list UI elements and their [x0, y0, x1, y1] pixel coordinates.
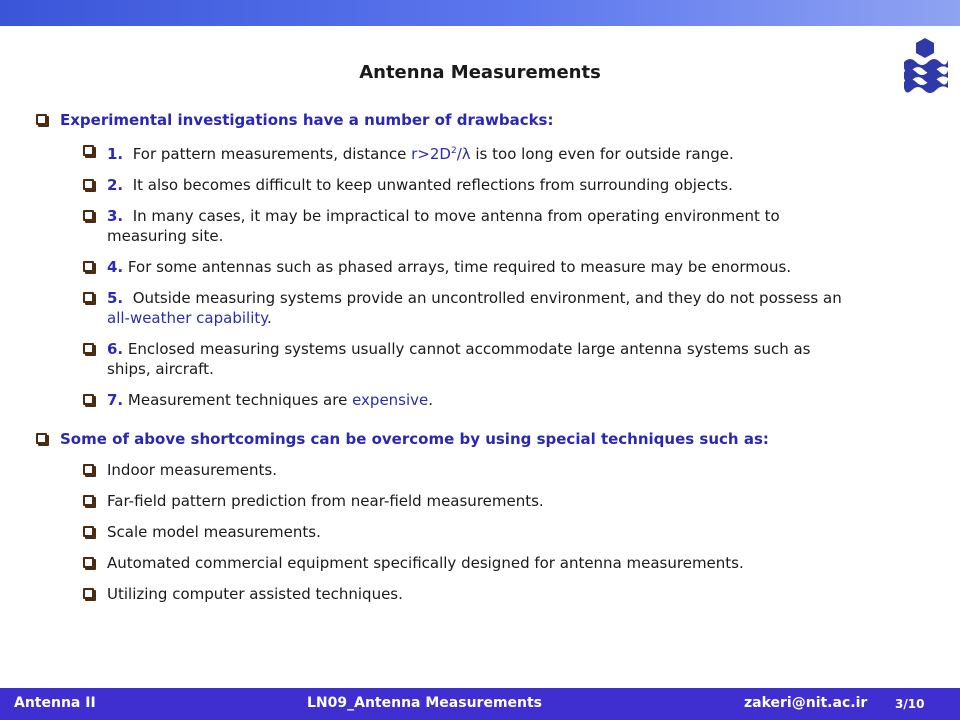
drawback-item-1: 1. For pattern measurements, distance $r>2D^2/\lambda$ is too long even for outside range.	[83, 141, 853, 164]
technique-item-5: Utilizing computer assisted techniques.	[83, 584, 853, 604]
square-bullet-icon	[83, 526, 94, 537]
square-bullet-icon	[36, 433, 47, 444]
square-bullet-icon	[83, 394, 94, 405]
square-bullet-icon	[36, 114, 47, 125]
footer-course: Antenna II	[14, 695, 96, 711]
drawback-item-3: 3. In many cases, it may be impractical to move antenna from operating environment to measuring site.	[83, 206, 853, 246]
square-bullet-icon	[83, 179, 94, 190]
expensive-highlight: expensive	[352, 391, 429, 409]
square-bullet-icon	[83, 495, 94, 506]
technique-item-3: Scale model measurements.	[83, 522, 853, 542]
square-bullet-icon	[83, 557, 94, 568]
drawbacks-heading: Experimental investigations have a number of drawbacks:	[36, 110, 856, 130]
square-bullet-icon	[83, 292, 94, 303]
technique-item-2: Far-field pattern prediction from near-field measurements.	[83, 491, 853, 511]
drawback-item-6: 6. Enclosed measuring systems usually cannot accommodate large antenna systems such as ships, aircraft.	[83, 339, 853, 379]
drawback-item-4: 4. For some antennas such as phased arrays, time required to measure may be enormous.	[83, 257, 853, 277]
slide-footer	[0, 688, 960, 720]
technique-item-4: Automated commercial equipment specifically designed for antenna measurements.	[83, 553, 853, 573]
footer-lecture: LN09_Antenna Measurements	[307, 695, 543, 711]
drawback-item-7: 7. Measurement techniques are expensive.	[83, 390, 853, 410]
techniques-heading: Some of above shortcomings can be overcome by using special techniques such as:	[36, 429, 856, 449]
slide-title: Antenna Measurements	[359, 62, 601, 83]
square-bullet-icon	[83, 464, 94, 475]
footer-page-number: 3/10	[895, 697, 925, 711]
drawback-item-5: 5. Outside measuring systems provide an uncontrolled environment, and they do not possess an all-weather capability.	[83, 288, 853, 328]
square-bullet-icon	[83, 145, 94, 156]
top-band	[0, 0, 960, 26]
square-bullet-icon	[83, 588, 94, 599]
footer-email: zakeri@nit.ac.ir	[744, 695, 868, 711]
square-bullet-icon	[83, 261, 94, 272]
all-weather-highlight: all-weather capability	[107, 309, 267, 327]
slide-content	[36, 110, 856, 604]
square-bullet-icon	[83, 210, 94, 221]
square-bullet-icon	[83, 343, 94, 354]
far-field-formula: $r>2D^2/\lambda$	[411, 145, 471, 163]
technique-item-1: Indoor measurements.	[83, 460, 853, 480]
drawback-item-2: 2. It also becomes difficult to keep unwanted reflections from surrounding objects.	[83, 175, 853, 195]
